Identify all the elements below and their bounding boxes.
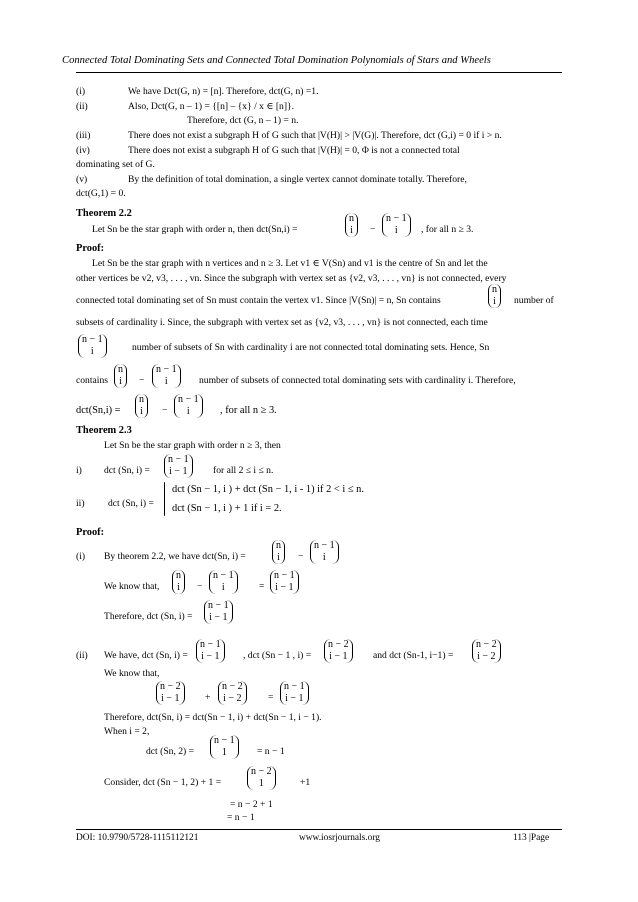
item-text: Also, Dct(G, n – 1) = {[n] – {x} / x ∈ [n]}.: [128, 101, 295, 112]
footer-rule: [76, 829, 562, 830]
proof-line: +1: [300, 777, 311, 788]
binomial: n − 1 i − 1: [202, 600, 235, 624]
proof-heading: Proof:: [76, 527, 105, 538]
binomial: n − 1 i − 1: [162, 454, 195, 478]
item-text: dct(G,1) = 0.: [76, 188, 126, 199]
item-label: i): [76, 465, 82, 476]
case-brace: [164, 482, 165, 516]
proof-line: = n − 2 + 1: [230, 799, 273, 810]
proof-line: dct (Sn, 2) =: [146, 746, 195, 757]
item-label: (i): [76, 551, 86, 562]
item-text: There does not exist a subgraph H of G such that |V(H)| > |V(G)|. Therefore, dct (G,i) = 0 if i > n.: [128, 130, 502, 141]
minus-sign: −: [370, 224, 376, 235]
header-rule: [76, 72, 562, 73]
item-text: By the definition of total domination, a single vertex cannot dominate totally. Therefore,: [128, 174, 467, 185]
binomial: n − 1 i: [172, 394, 205, 418]
binomial: n i: [270, 540, 287, 564]
proof-line: We know that,: [104, 581, 160, 592]
binomial: n i: [133, 394, 150, 418]
minus-sign: −: [139, 375, 145, 386]
minus-sign: −: [197, 581, 203, 592]
item-text: Therefore, dct (G, n – 1) = n.: [187, 115, 299, 126]
binomial: n − 2 i − 1: [322, 639, 355, 663]
theorem-statement: Let Sn be the star graph with order n, then dct(Sn,i) =: [92, 224, 298, 235]
item-label: (ii): [76, 101, 88, 112]
binomial: n − 2 1: [245, 766, 278, 790]
running-header: Connected Total Dominating Sets and Connected Total Domination Polynomials of Stars and Wheels: [62, 55, 491, 66]
proof-heading: Proof:: [76, 243, 105, 254]
binomial: n i: [170, 570, 187, 594]
binomial: n − 1 i: [76, 334, 109, 358]
binomial: n − 1 i: [308, 540, 341, 564]
theorem-heading: Theorem 2.3: [76, 425, 132, 436]
binomial: n − 1 i: [380, 213, 413, 237]
binomial: n − 1 i: [207, 570, 240, 594]
proof-line: Therefore, dct (Sn, i) =: [104, 611, 193, 622]
proof-line: By theorem 2.2, we have dct(Sn, i) =: [104, 551, 246, 562]
theorem-statement: , for all n ≥ 3.: [421, 224, 474, 235]
proof-line: When i = 2,: [104, 726, 150, 737]
theorem-statement: dct (Sn, i) =: [108, 498, 154, 509]
minus-sign: −: [298, 551, 304, 562]
proof-line: number of: [514, 295, 554, 306]
binomial: n − 1 i − 1: [268, 570, 301, 594]
proof-line: contains: [76, 375, 108, 386]
proof-line: and dct (Sn-1, i−1) =: [373, 650, 454, 661]
binomial: n − 1 i − 1: [194, 639, 227, 663]
theorem-statement: for all 2 ≤ i ≤ n.: [213, 465, 274, 476]
plus-sign: +: [205, 692, 211, 703]
footer-doi: DOI: 10.9790/5728-1115112121: [76, 833, 199, 843]
footer-site: www.iosrjournals.org: [299, 833, 380, 843]
minus-sign: −: [162, 405, 168, 416]
proof-line: number of subsets of connected total dominating sets with cardinality i. Therefore,: [199, 375, 516, 386]
case-line: dct (Sn − 1, i ) + dct (Sn − 1, i - 1) if 2 < i ≤ n.: [172, 484, 364, 495]
binomial: n i: [343, 213, 360, 237]
proof-line: We know that,: [104, 668, 160, 679]
binomial: n i: [112, 364, 129, 388]
proof-line: We have, dct (Sn, i) =: [104, 650, 188, 661]
item-text: We have Dct(G, n) = [n]. Therefore, dct(G, n) =1.: [128, 86, 319, 97]
item-text: dominating set of G.: [76, 159, 155, 170]
proof-line: , for all n ≥ 3.: [220, 405, 277, 416]
proof-line: , dct (Sn − 1 , i) =: [243, 650, 312, 661]
proof-line: = n − 1: [227, 812, 255, 823]
binomial: n − 1 i − 1: [278, 681, 311, 705]
binomial: n − 1 1: [208, 735, 241, 759]
proof-line: subsets of cardinality i. Since, the subgraph with vertex set as {v2, v3, . . . , vn} is not connected, each time: [76, 317, 488, 328]
proof-line: dct(Sn,i) =: [76, 405, 121, 416]
equals-sign: =: [259, 581, 265, 592]
proof-line: number of subsets of Sn with cardinality i are not connected total dominating sets. Hence, Sn: [132, 342, 490, 353]
item-label: (v): [76, 174, 88, 185]
item-label: (ii): [76, 650, 88, 661]
item-label: (iv): [76, 145, 90, 156]
theorem-heading: Theorem 2.2: [76, 208, 132, 219]
footer-page: 113 |Page: [513, 833, 550, 843]
item-text: There does not exist a subgraph H of G such that |V(H)| = 0, Φ is not a connected total: [128, 145, 460, 156]
proof-line: connected total dominating set of Sn must contain the vertex v1. Since |V(Sn)| = n, Sn contains: [76, 295, 441, 306]
theorem-statement: dct (Sn, i) =: [104, 465, 150, 476]
binomial: n − 2 i − 1: [154, 681, 187, 705]
theorem-statement: Let Sn be the star graph with order n ≥ 3, then: [104, 440, 281, 451]
proof-line: Therefore, dct(Sn, i) = dct(Sn − 1, i) + dct(Sn − 1, i − 1).: [104, 712, 322, 723]
item-label: (iii): [76, 130, 91, 141]
case-line: dct (Sn − 1, i ) + 1 if i = 2.: [172, 503, 282, 514]
binomial: n i: [486, 284, 503, 308]
binomial: n − 1 i: [150, 364, 183, 388]
item-label: ii): [76, 498, 85, 509]
binomial: n − 2 i − 2: [216, 681, 249, 705]
proof-line: other vertices be v2, v3, . . . , vn. Since the subgraph with vertex set as {v2, v3, . . . , vn} is not connected, every: [76, 273, 507, 284]
binomial: n − 2 i − 2: [470, 639, 503, 663]
proof-line: Consider, dct (Sn − 1, 2) + 1 =: [104, 777, 222, 788]
equals-sign: =: [268, 692, 274, 703]
proof-line: Let Sn be the star graph with n vertices and n ≥ 3. Let v1 ∈ V(Sn) and v1 is the centre of Sn and let the: [92, 258, 488, 269]
proof-line: = n − 1: [257, 746, 285, 757]
item-label: (i): [76, 86, 86, 97]
